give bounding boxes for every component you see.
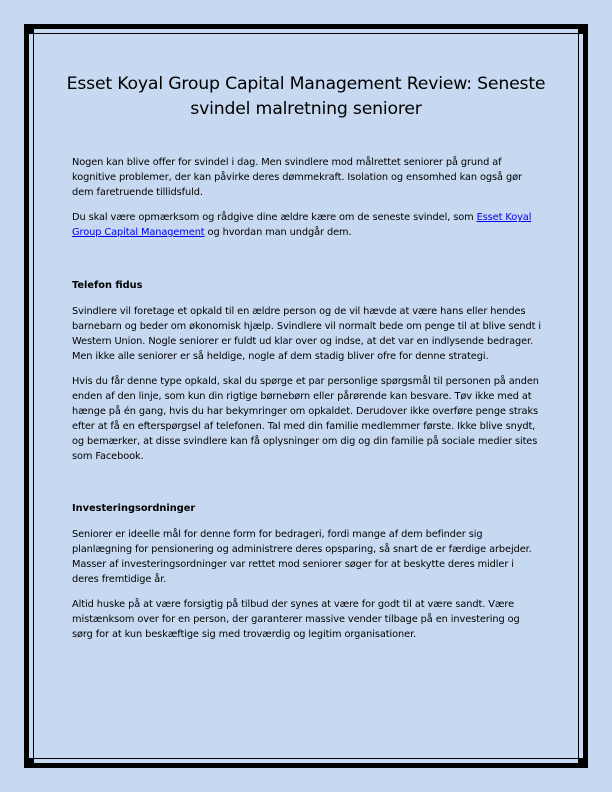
border-corner <box>24 758 34 768</box>
intro-paragraph: Nogen kan blive offer for svindel i dag. Men svindlere mod målrettet seniorer på grund af kognitive problemer, der kan påvirke deres dømmekraft. Isolation og ensomhed kan også gør dem faretruende tillidsfuld. <box>72 157 522 198</box>
spacer <box>72 250 542 278</box>
section-heading-investment-schemes: Investeringsordninger <box>72 503 196 514</box>
intro-text-after-link: og hvordan man undgår dem. <box>204 227 352 238</box>
section-paragraph: Hvis du får denne type opkald, skal du spørge et par personlige spørgsmål til personen på anden enden af den linje, som kun din rigtige børnebørn eller pårørende kan besvare. Tøv ikke med at hænge på én gang, hvis du har bekymringer om opkaldet. Derudover ikke overføre penge straks efter at få en efterspørgsel af telefonen. Tal med din familie medlemmer første. Ikke blive snydt, og bemærker, at disse svindlere kan få oplysninger om dig og din familie på sociale medier sites som Facebook. <box>72 376 539 462</box>
intro-paragraph-with-link <box>72 210 542 240</box>
company-link[interactable]: Esset Koyal Group Capital Management <box>72 212 532 238</box>
section-paragraph: Seniorer er ideelle mål for denne form for bedrageri, fordi mange af dem befinder sig planlægning for pensionering og administrere deres opsparing, så snart de er færdige arbejder. Masser af investeringsordninger var rettet mod seniorer søger for at beskytte deres midler i deres fremtidige år. <box>72 529 532 585</box>
spacer <box>72 474 542 501</box>
document-body <box>72 155 542 652</box>
border-corner <box>24 24 34 34</box>
intro-text-before-link: Du skal være opmærksom og rådgive dine ældre kære om de seneste svindel, som <box>72 212 477 223</box>
section-heading-phone-scam: Telefon fidus <box>72 280 143 291</box>
border-corner <box>578 758 588 768</box>
page-title: Esset Koyal Group Capital Management Review: Seneste svindel malretning seniorer <box>66 74 546 119</box>
section-paragraph: Altid huske på at være forsigtig på tilbud der synes at være for godt til at være sandt. Være mistænksom over for en person, der garanterer massive vender tilbage på en investering og sørg for at kun beskæftige sig med troværdig og legitim organisationer. <box>72 599 520 640</box>
section-paragraph: Svindlere vil foretage et opkald til en ældre person og de vil hævde at være hans eller hendes barnebarn og beder om økonomisk hjælp. Svindlere vil normalt bede om penge til at blive sendt i Western Union. Nogle seniorer er fuldt ud klar over og indse, at det var en indlysende bedrager. Men ikke alle seniorer er så heldige, nogle af dem stadig bliver ofre for denne strategi. <box>72 306 541 362</box>
border-corner <box>578 24 588 34</box>
